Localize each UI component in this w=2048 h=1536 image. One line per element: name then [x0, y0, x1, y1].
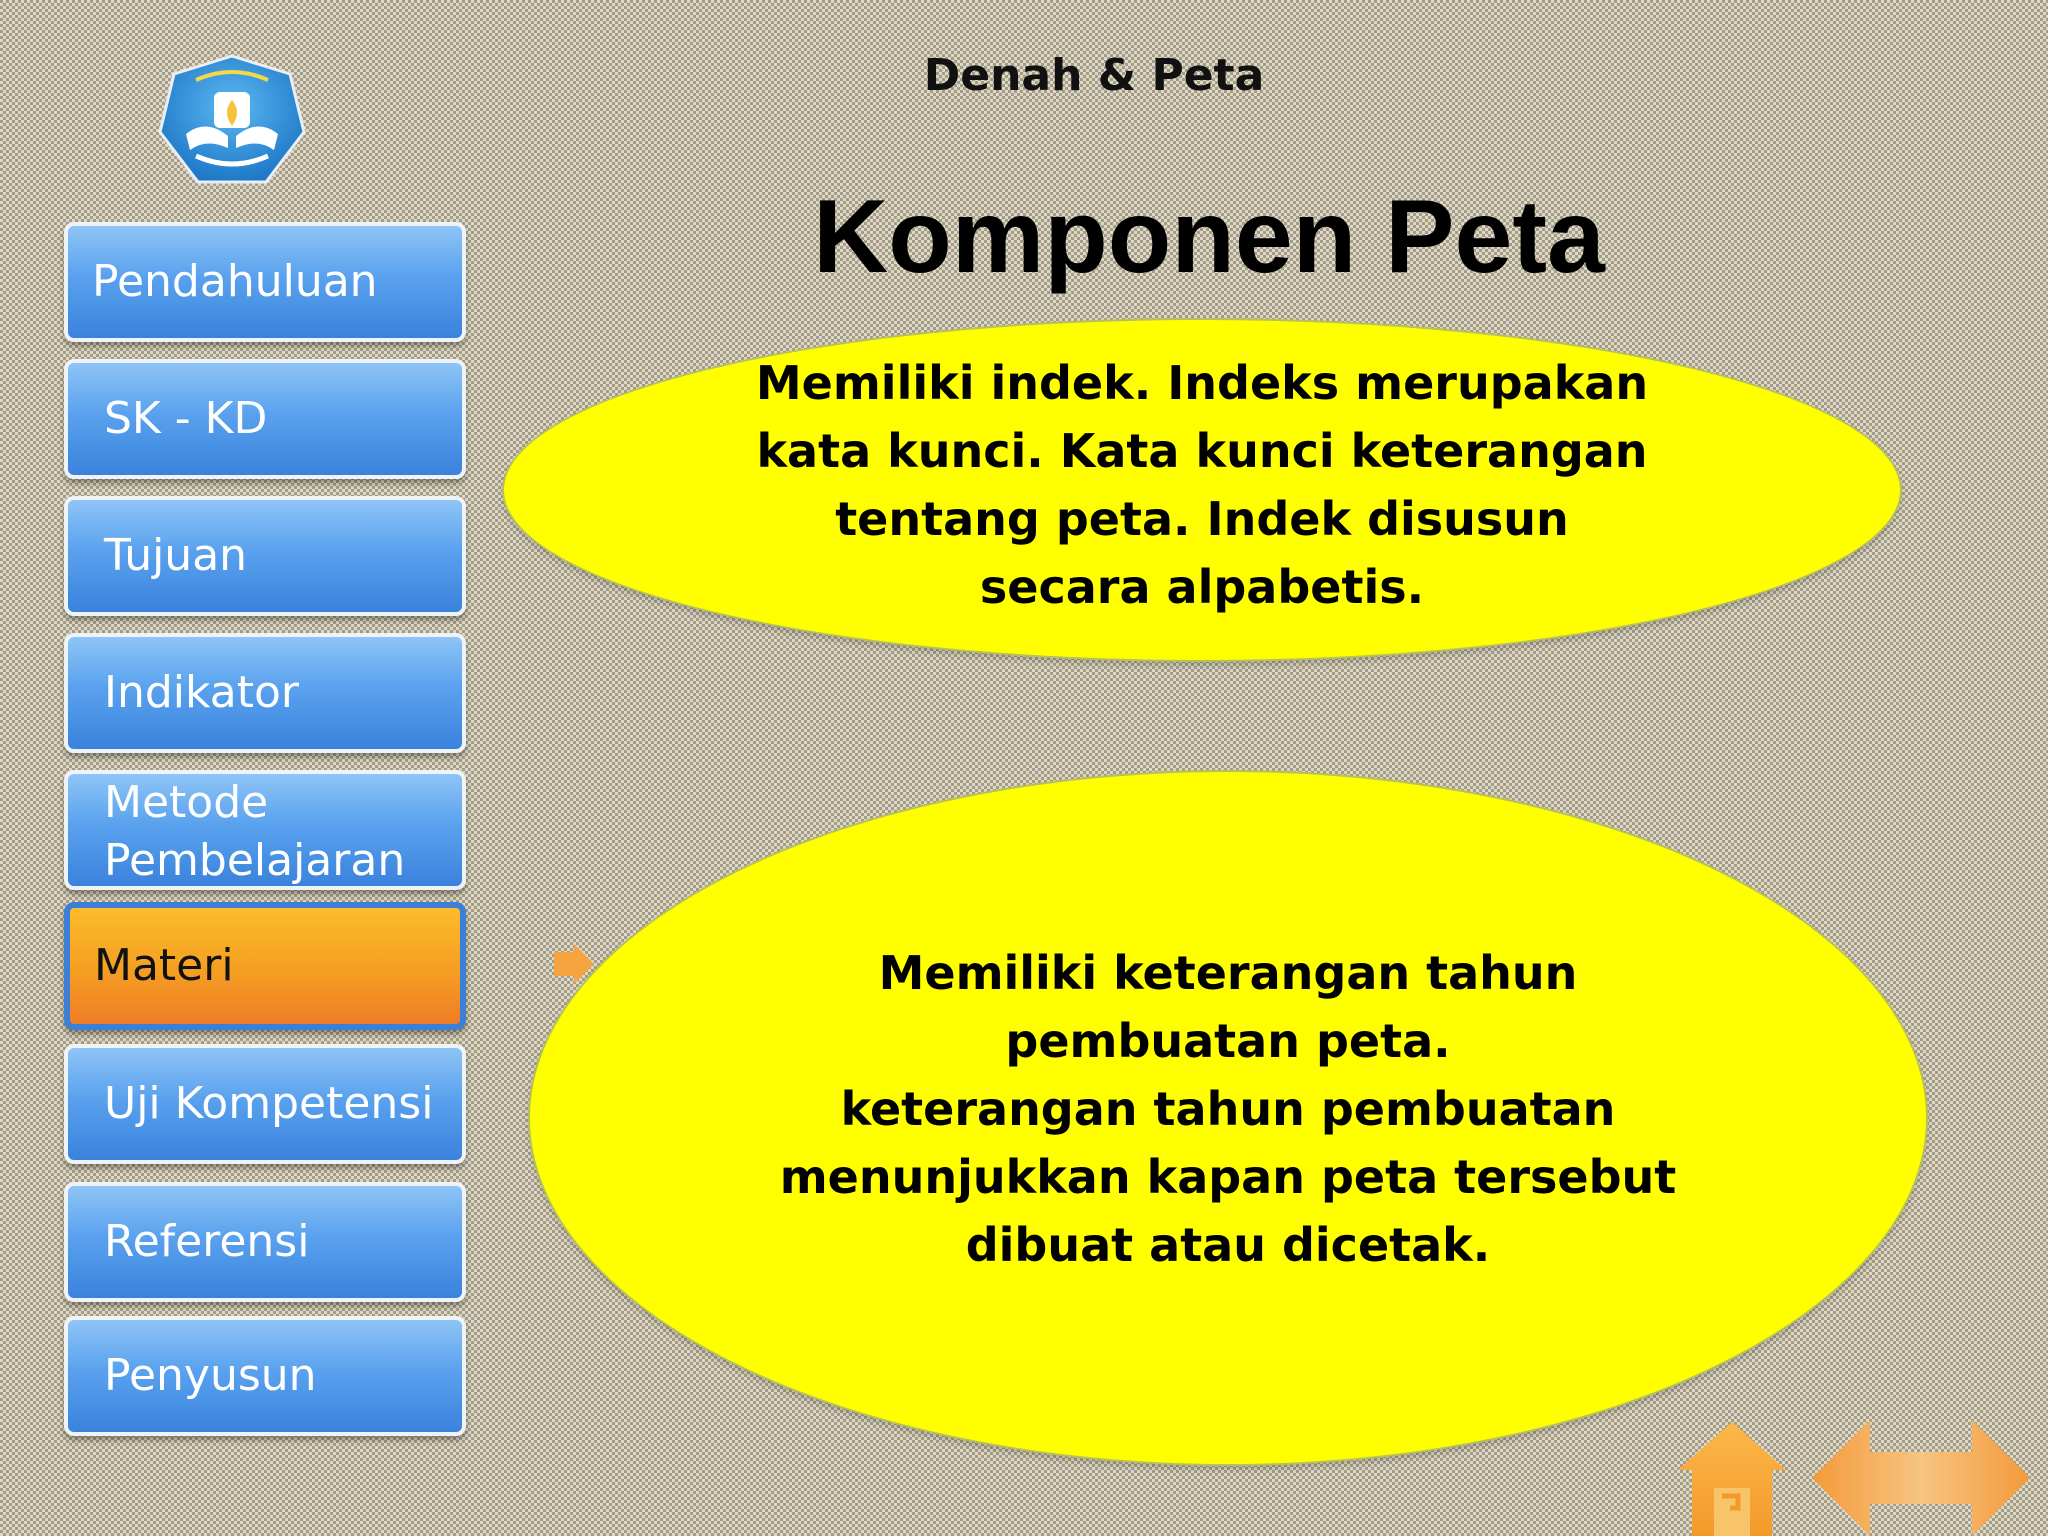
nav-penyusun-button[interactable] [64, 1316, 466, 1436]
nav-label: Metode Pembelajaran [104, 777, 406, 886]
nav-label: SK - KD [104, 393, 268, 444]
nav-pendahuluan-button[interactable] [64, 222, 466, 342]
nav-tujuan-button[interactable] [64, 496, 466, 616]
nav-referensi-button[interactable] [64, 1182, 466, 1302]
nav-metode-pembelajaran-button[interactable] [64, 770, 466, 890]
nav-label: Tujuan [104, 530, 248, 581]
year-info-line2: keterangan tahun pembuatan menunjukkan kapan peta tersebut dibuat atau dicetak. [779, 1082, 1677, 1272]
nav-label: Materi [94, 940, 234, 991]
index-info-bubble [504, 320, 1900, 660]
year-info-text [748, 939, 1708, 1279]
nav-label: Referensi [104, 1216, 310, 1267]
nav-label: Pendahuluan [92, 256, 378, 307]
nav-label: Uji Kompetensi [104, 1078, 434, 1129]
double-arrow-icon[interactable] [1812, 1418, 2030, 1536]
nav-indikator-button[interactable] [64, 633, 466, 753]
slide-subtitle: Denah & Peta [923, 50, 1265, 101]
nav-label: Penyusun [104, 1350, 317, 1401]
slide-title: Komponen Peta [813, 179, 1605, 295]
year-info-bubble [530, 772, 1926, 1464]
year-info-line1: Memiliki keterangan tahun pembuatan peta. [878, 946, 1578, 1068]
home-icon[interactable] [1676, 1418, 1788, 1536]
nav-sk-kd-button[interactable] [64, 359, 466, 479]
nav-materi-button[interactable] [64, 902, 466, 1030]
nav-label: Indikator [104, 667, 299, 718]
nav-uji-kompetensi-button[interactable] [64, 1044, 466, 1164]
index-info-text: Memiliki indek. Indeks merupakan kata kunci. Kata kunci keterangan tentang peta. Indek disusun secara alpabetis. [755, 356, 1649, 614]
